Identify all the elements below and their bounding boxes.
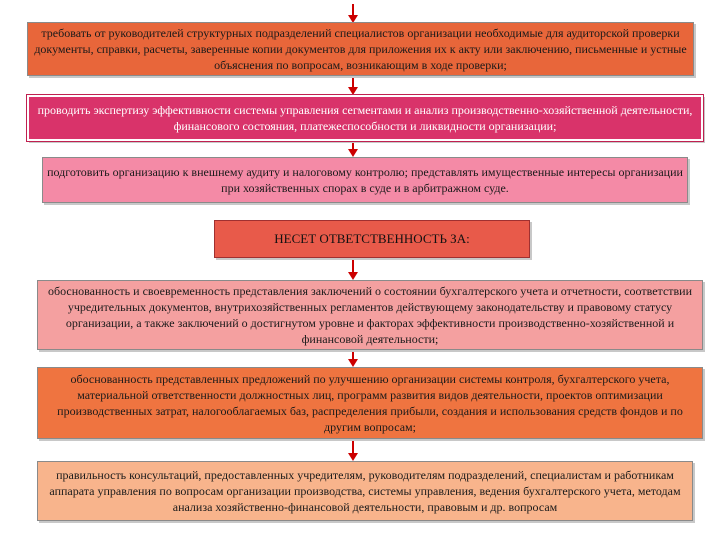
flow-arrow-4 — [352, 352, 354, 360]
flow-arrow-top — [352, 4, 354, 16]
flow-arrow-5 — [352, 441, 354, 454]
responsibility-heading-text: НЕСЕТ ОТВЕТСТВЕННОСТЬ ЗА: — [274, 231, 470, 246]
responsibility-box-consultations — [37, 461, 693, 521]
responsibility-box-proposals — [37, 367, 703, 439]
responsibility-box-conclusions — [37, 280, 703, 350]
flow-arrow-1 — [352, 78, 354, 88]
right-box-prepare-audit-text: подготовить организацию к внешнему аудиту и налоговому контролю; представлять имущественные интересы организации при хозяйственных спорах в суде и в арбитражном суде. — [47, 165, 683, 195]
responsibility-box-proposals-text: обоснованность представленных предложений по улучшению организации системы контроля, бухгалтерского учета, материальной ответственности должностных лиц, программ развития видов деятельности, проектов оптимизации производственных затрат, налогооблагаемых баз, распределения прибыли, создания и использования средств фондов и по другим вопросам; — [57, 372, 683, 434]
responsibility-box-consultations-text: правильность консультаций, предоставленных учредителям, руководителям подразделений, специалистам и работникам аппарата управления по вопросам организации производства, системы управления, ведения бухгалтерского учета, методам анализа хозяйственно-финансовой деятельности, правовым и др. вопросам — [49, 468, 681, 514]
right-box-request-documents — [27, 22, 694, 76]
responsibility-box-conclusions-text: обоснованность и своевременность представления заключений о состоянии бухгалтерского учета и отчетности, соответствии учредительных документов, внутрихозяйственных регламентов действующему законодательству и правовому статусу организации, а также заключений о достигнутом уровне и факторах эффективности производственно-хозяйственной и финансовой деятельности; — [47, 284, 693, 346]
flow-arrow-3 — [352, 260, 354, 273]
flow-arrow-2 — [352, 143, 354, 150]
right-box-expertise — [27, 95, 703, 141]
right-box-expertise-text: проводить экспертизу эффективности системы управления сегментами и анализ производственно-хозяйственной деятельности, финансового состояния, платежеспособности и ликвидности организации; — [37, 103, 693, 133]
responsibility-heading — [214, 220, 530, 258]
right-box-request-documents-text: требовать от руководителей структурных подразделений специалистов организации необходимые для аудиторской проверки документы, справки, расчеты, заверенные копии документов для приложения их к акту или заключению, письменные и устные объяснения по вопросам, возникающим в ходе проверки; — [34, 26, 687, 72]
right-box-prepare-audit — [42, 157, 688, 203]
